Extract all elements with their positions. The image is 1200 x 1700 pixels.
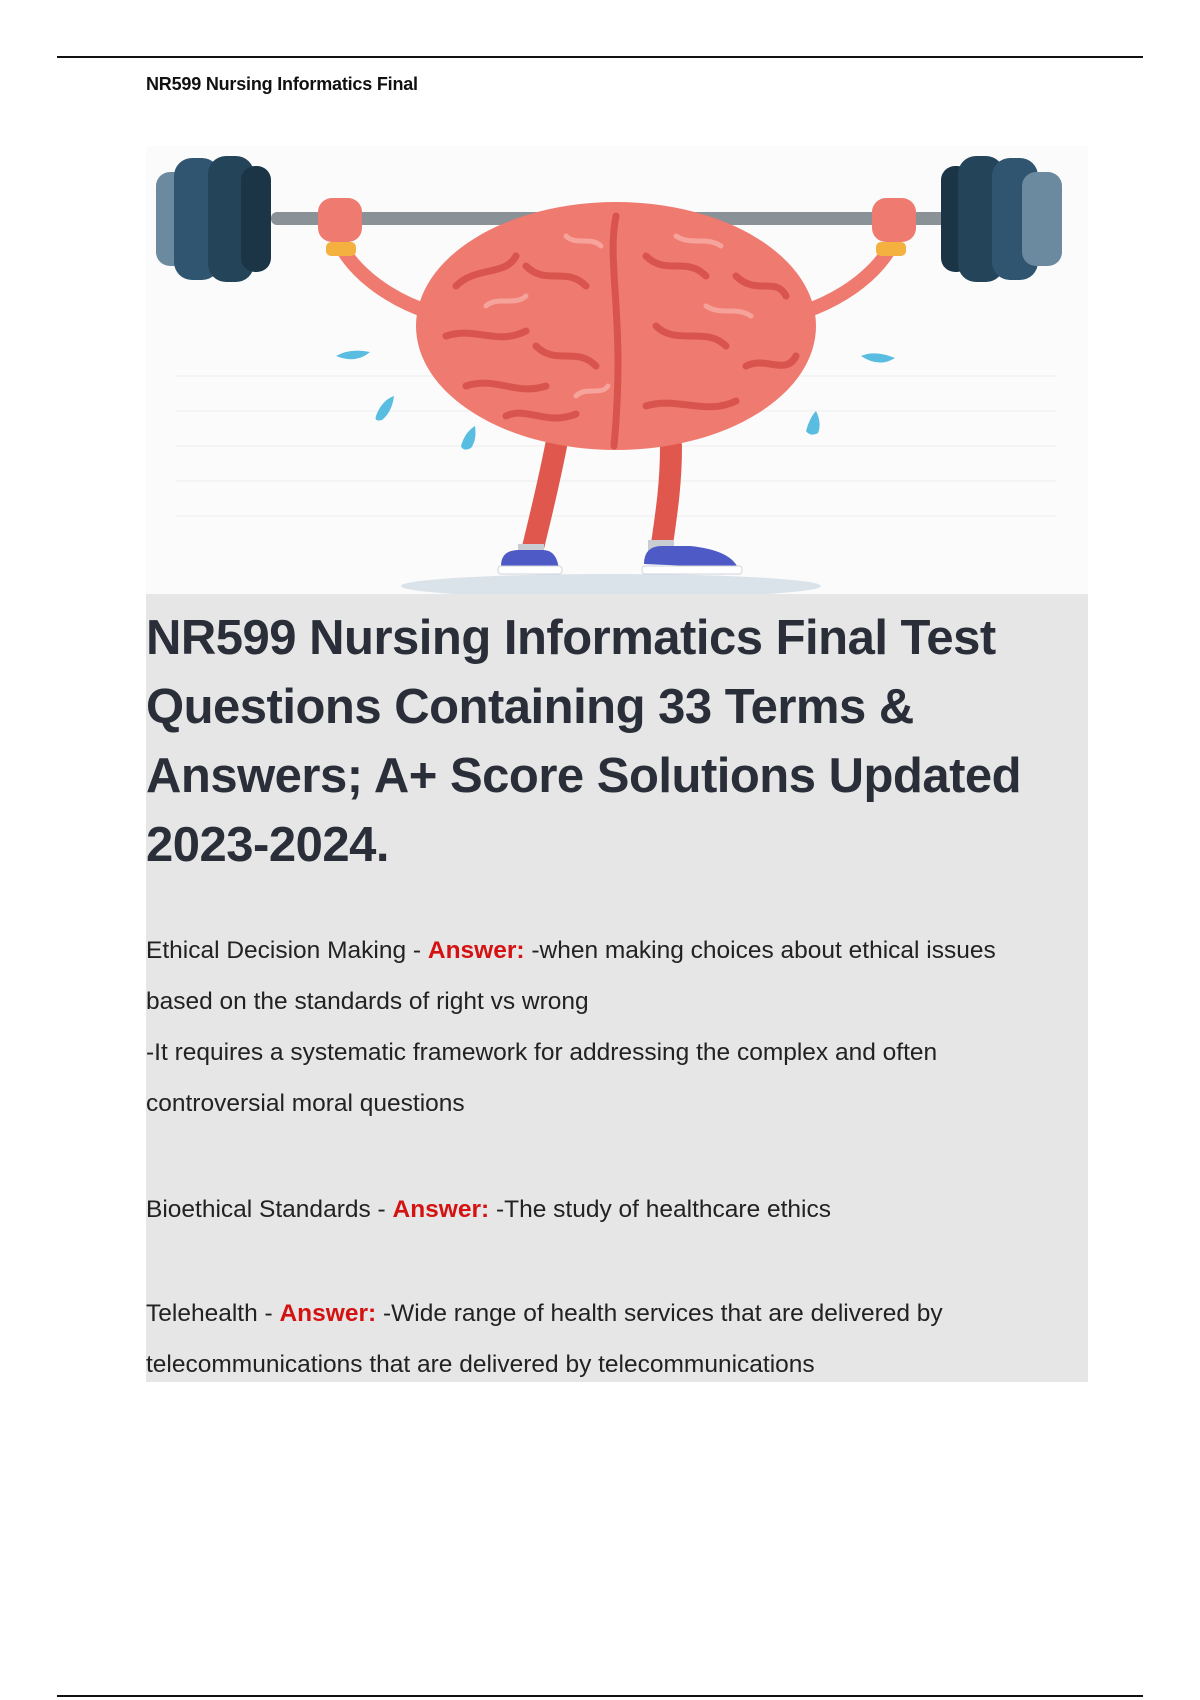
qa-answer-continued: -It requires a systematic framework for addressing the complex and often controversial moral questions [146, 1039, 938, 1117]
qa-answer: -Wide range of health services that are delivered by telecommunications that are delivered by telecommunications [146, 1300, 943, 1378]
qa-item [146, 925, 1046, 1129]
footer-rule [57, 1695, 1143, 1697]
document-title: NR599 Nursing Informatics Final Test Questions Containing 33 Terms & Answers; A+ Score Solutions Updated 2023-2024. [146, 611, 1022, 872]
qa-term: Bioethical Standards [146, 1196, 371, 1223]
qa-answer: -when making choices about ethical issues based on the standards of right vs wrong [146, 937, 996, 1015]
brain-lifting-barbell-illustration [146, 146, 1088, 594]
qa-item [146, 1184, 1046, 1235]
qa-term-line: Ethical Decision Making - Answer: -when making choices about ethical issues based on the standards of right vs wrong [146, 937, 996, 1015]
hero-image [146, 146, 1088, 594]
header-rule [57, 56, 1143, 58]
qa-term: Ethical Decision Making [146, 937, 407, 964]
qa-item [146, 1288, 1046, 1390]
qa-term: Telehealth [146, 1300, 258, 1327]
answer-label: Answer: [427, 937, 525, 964]
qa-term-line: Bioethical Standards - Answer: -The study of healthcare ethics [146, 1196, 832, 1223]
answer-label: Answer: [279, 1300, 377, 1327]
answer-label: Answer: [392, 1196, 490, 1223]
qa-term-line: Telehealth - Answer: -Wide range of health services that are delivered by telecommunications that are delivered by telecommunications [146, 1300, 943, 1378]
running-header: NR599 Nursing Informatics Final [146, 74, 418, 94]
qa-answer: -The study of healthcare ethics [489, 1196, 832, 1223]
